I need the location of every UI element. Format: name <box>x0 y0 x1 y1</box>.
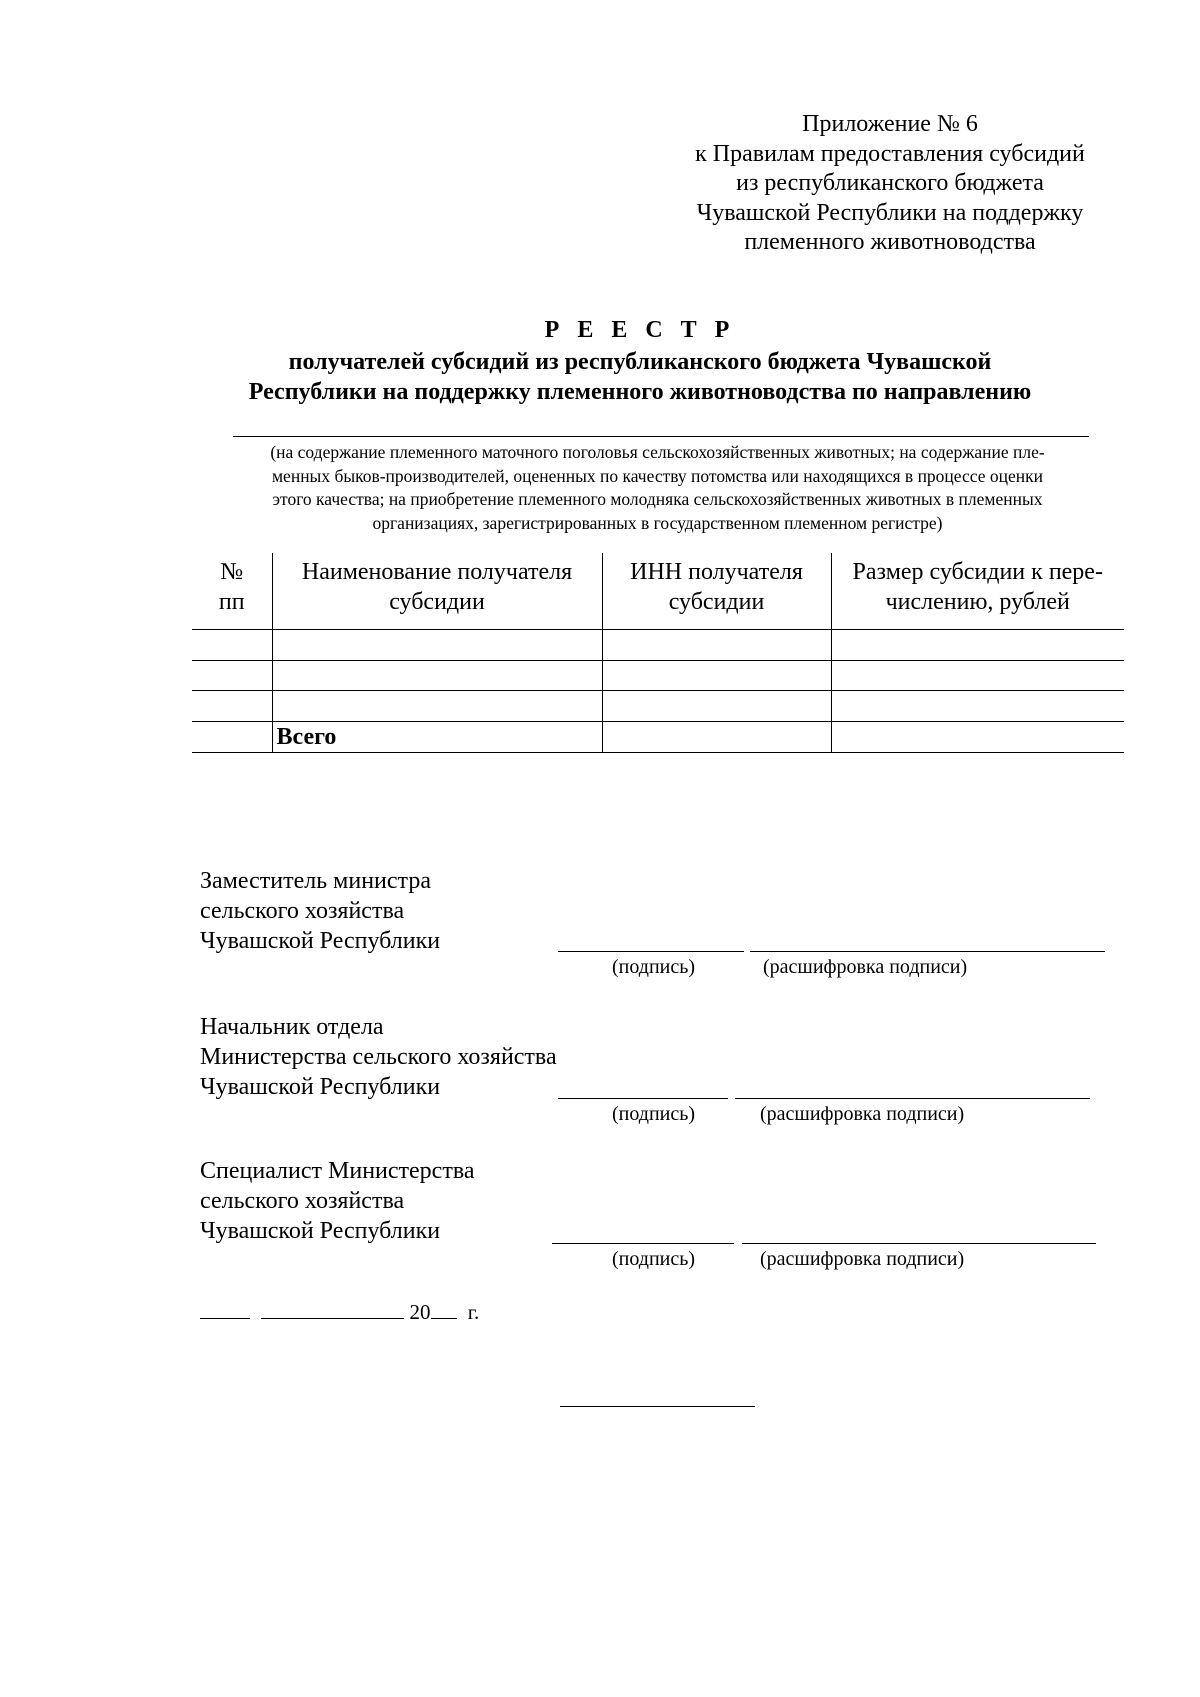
table-cell <box>192 721 272 752</box>
appendix-header <box>655 110 1125 258</box>
table-cell <box>602 691 831 722</box>
table-cell <box>272 630 602 661</box>
signatory-position-line: сельского хозяйства <box>200 1188 405 1214</box>
signature-decode-caption: (расшифровка подписи) <box>760 1103 965 1125</box>
signatory-position-line: Чувашской Республики <box>200 928 441 954</box>
direction-note-line: (на содержание племенного маточного поголовья сельскохозяйственных животных; на содержание пле- <box>270 442 1045 462</box>
table-cell <box>192 630 272 661</box>
table-cell <box>831 630 1124 661</box>
title-word: Р Е Е С Т Р <box>544 317 736 343</box>
header-cell-number: № пп <box>192 553 272 630</box>
table-cell <box>602 660 831 691</box>
signatory-position-line: Чувашской Республики <box>200 1074 441 1100</box>
table-cell <box>602 630 831 661</box>
signature-line <box>552 1243 734 1244</box>
signatory-position-line: Министерства сельского хозяйства <box>200 1044 557 1070</box>
signatory-position-line: Начальник отдела <box>200 1014 384 1040</box>
signature-block-deputy-minister <box>200 866 720 956</box>
signature-caption: (подпись) <box>612 1248 696 1270</box>
table-cell <box>831 721 1124 752</box>
table-total-row <box>192 721 1124 752</box>
table-cell <box>272 660 602 691</box>
date-month-blank <box>261 1296 404 1319</box>
table-cell <box>272 691 602 722</box>
signature-decode-caption: (расшифровка подписи) <box>763 956 968 978</box>
signature-decode-line <box>742 1243 1096 1244</box>
signature-line <box>558 1098 728 1099</box>
total-label: Всего <box>276 723 337 750</box>
signature-decode-caption: (расшифровка подписи) <box>760 1248 965 1270</box>
direction-note-line: этого качества; на приобретение племенного молодняка сельскохозяйственных животных в племенных <box>272 489 1043 510</box>
direction-note <box>205 441 1110 535</box>
header-cell-inn: ИНН получателя субсидии <box>602 553 831 630</box>
table-cell <box>602 721 831 752</box>
signature-caption: (подпись) <box>612 956 696 978</box>
table-row <box>192 630 1124 661</box>
signatory-position-line: Чувашской Республики <box>200 1218 441 1244</box>
date-day-blank <box>200 1296 250 1319</box>
appendix-line: из республиканского бюджета <box>736 170 1044 196</box>
table-row <box>192 691 1124 722</box>
total-label-cell <box>272 721 602 752</box>
table-cell <box>831 691 1124 722</box>
date-year-blank <box>431 1296 457 1319</box>
signatory-position-line: сельского хозяйства <box>200 898 405 924</box>
appendix-line: к Правилам предоставления субсидий <box>695 140 1085 167</box>
table-row <box>192 660 1124 691</box>
signature-block-department-head <box>200 1012 720 1102</box>
registry-table <box>192 553 1124 753</box>
table-cell <box>192 660 272 691</box>
signatory-position-line: Специалист Министерства <box>200 1158 475 1184</box>
date-year-prefix: 20 <box>409 1300 431 1324</box>
signature-block-specialist <box>200 1156 720 1246</box>
direction-note-line: менных быков-производителей, оцененных по качеству потомства или находящихся в процессе оценки <box>271 465 1044 486</box>
direction-note-line: организациях, зарегистрированных в государственном племенном регистре) <box>372 512 943 533</box>
document-end-line <box>560 1406 755 1407</box>
appendix-line: Чувашской Республики на поддержку <box>696 199 1084 226</box>
signature-line <box>558 951 744 952</box>
title-line: Республики на поддержку племенного животноводства по направлению <box>248 379 1032 405</box>
signatory-position-line: Заместитель министра <box>200 868 431 894</box>
date-field <box>200 1296 479 1325</box>
appendix-line: племенного животноводства <box>744 229 1036 255</box>
signature-caption: (подпись) <box>612 1103 696 1125</box>
table-header-row <box>192 553 1124 630</box>
signature-decode-line <box>735 1098 1090 1099</box>
header-cell-subsidy-amount: Размер субсидии к пере- числению, рублей <box>831 553 1124 630</box>
document-title <box>200 315 1080 407</box>
table-cell <box>192 691 272 722</box>
table-cell <box>831 660 1124 691</box>
date-year-suffix: г. <box>467 1300 480 1324</box>
signature-decode-line <box>750 951 1105 952</box>
appendix-line: Приложение № 6 <box>802 111 978 137</box>
title-line: получателей субсидий из республиканского бюджета Чувашской <box>288 349 992 375</box>
header-cell-recipient-name: Наименование получателя субсидии <box>272 553 602 630</box>
direction-blank-line <box>233 436 1089 437</box>
